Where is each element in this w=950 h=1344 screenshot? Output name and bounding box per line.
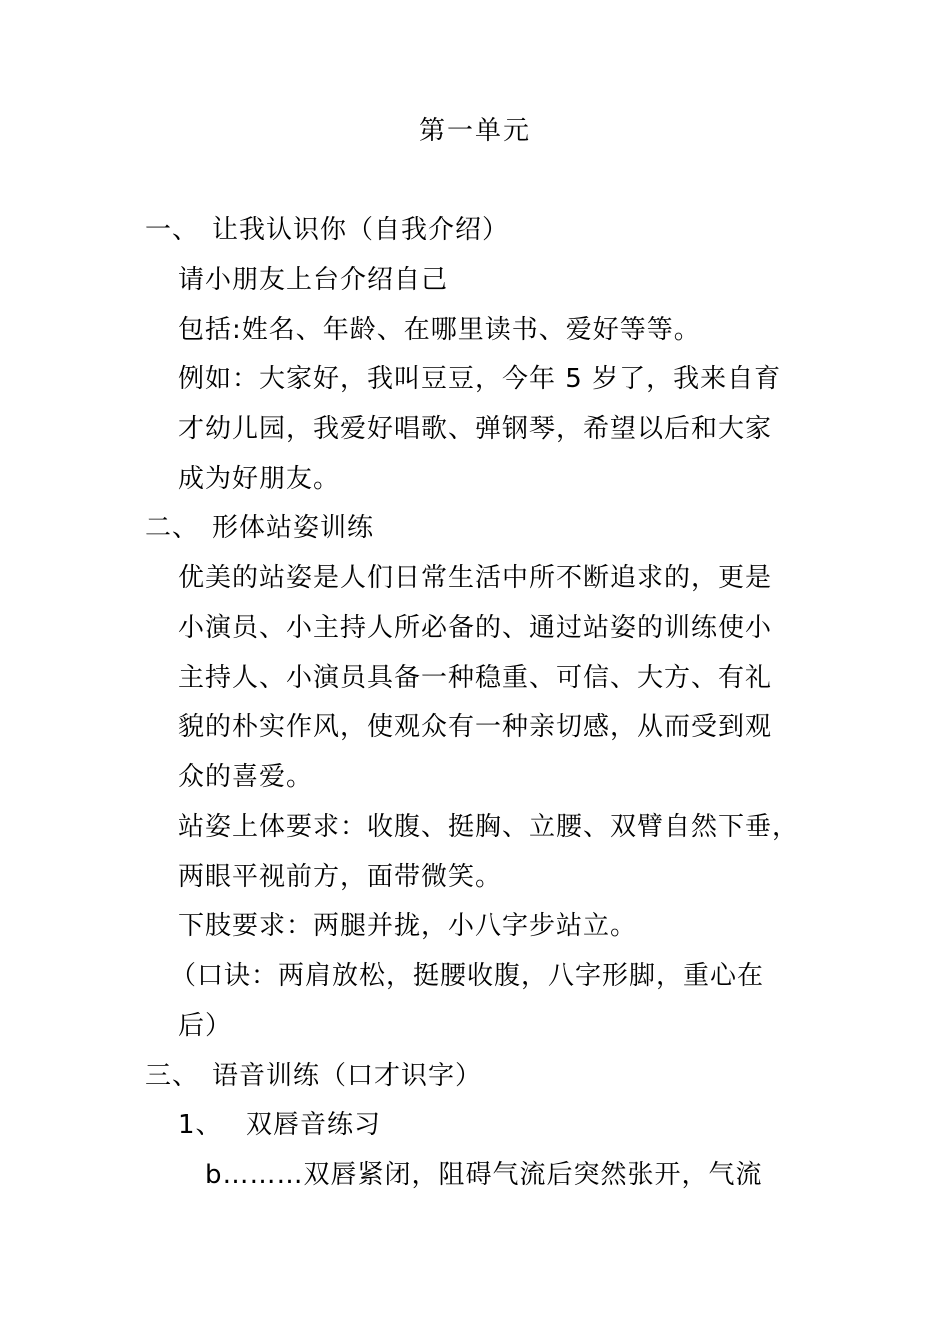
paragraph-line: 后） [178,1011,233,1041]
paragraph-line: 包括:姓名、年龄、在哪里读书、爱好等等。 [178,315,701,345]
section-number: 二、 [145,513,200,543]
paragraph-line: 优美的站姿是人们日常生活中所不断追求的，更是 [178,563,773,593]
paragraph-line: 请小朋友上台介绍自己 [178,265,449,295]
paragraph-line: （口诀：两肩放松，挺腰收腹，八字形脚，重心在 [170,961,765,991]
paragraph-line: 站姿上体要求：收腹、挺胸、立腰、双臂自然下垂， [178,812,800,842]
paragraph-line: 小演员、小主持人所必备的、通过站姿的训练使小 [178,613,773,643]
subsection-title: 双唇音练习 [246,1110,382,1140]
paragraph-line: 下肢要求：两腿并拢，小八字步站立。 [178,911,638,941]
section-number: 一、 [145,215,200,245]
paragraph-line: 成为好朋友。 [178,464,341,494]
paragraph-line: 才幼儿园，我爱好唱歌、弹钢琴，希望以后和大家 [178,414,773,444]
paragraph-line: 众的喜爱。 [178,762,314,792]
section-title: 让我认识你（自我介绍） [212,215,510,245]
paragraph-line: 貌的朴实作风，使观众有一种亲切感，从而受到观 [178,712,773,742]
page-title: 第一单元 [418,116,531,146]
section-title: 形体站姿训练 [212,513,375,543]
subsection-number: 1、 [178,1110,223,1140]
section-number: 三、 [145,1061,200,1091]
section-title: 语音训练（口才识字） [212,1061,483,1091]
paragraph-line: 例如：大家好，我叫豆豆，今年 5 岁了，我来自育 [178,364,782,394]
paragraph-line: b………双唇紧闭，阻碍气流后突然张开，气流 [205,1160,763,1190]
paragraph-line: 主持人、小演员具备一种稳重、可信、大方、有礼 [178,663,773,693]
paragraph-line: 两眼平视前方，面带微笑。 [178,862,503,892]
